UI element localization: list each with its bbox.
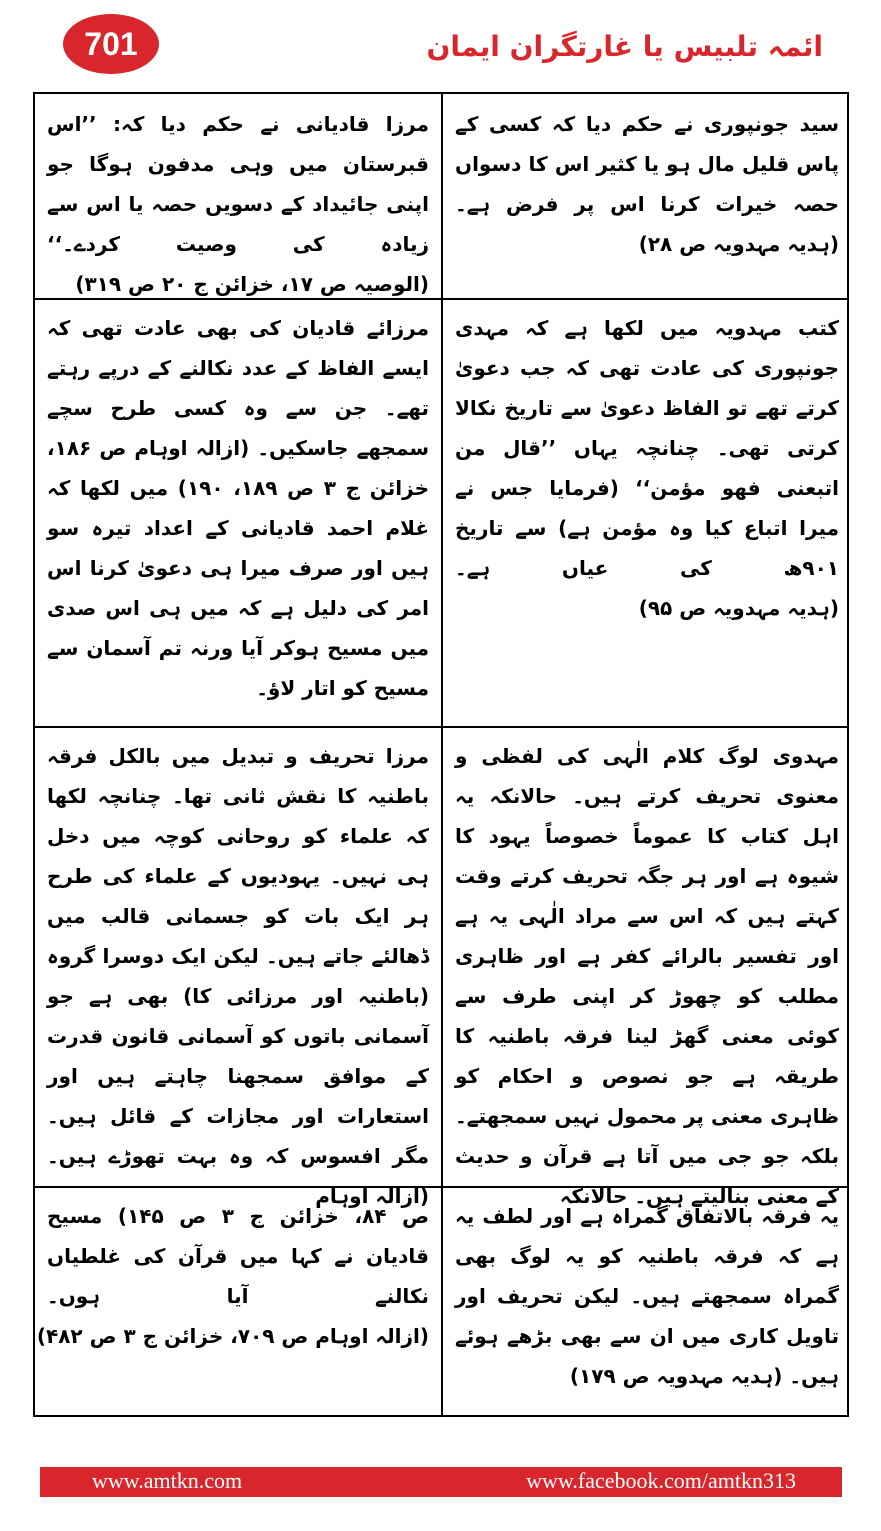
cell-text: یہ فرقہ بالاتفاق گمراہ ہے اور لطف یہ ہے کہ فرقہ باطنیہ کو یہ لوگ بھی گمراہ سمجھتے ہیں۔ لیکن تحریف اور تاویل کاری میں ان سے بھی بڑھے ہوئے ہیں۔ [455, 1204, 839, 1388]
page-number-badge [63, 14, 159, 74]
cell-reference: (ہدیہ مہدویہ ص ۲۸) [638, 232, 839, 256]
cell-row1-mahdavi [445, 96, 849, 298]
page-number: 701 [84, 25, 138, 62]
cell-text: مہدوی لوگ کلام الٰہی کی لفظی و معنوی تحریف کرتے ہیں۔ حالانکہ یہ اہل کتاب کا عموماً خصوصاً یہود کا شیوہ ہے اور ہر جگہ تحریف کرتے وقت کہتے ہیں کہ اس سے مراد الٰہی یہ ہے اور تفسیر بالرائے کفر ہے اور ظاہری مطلب کو چھوڑ کر اپنی طرف سے کوئی معنی گھڑ لینا فرقہ باطنیہ کا طریقہ ہے جو نصوص و احکام کو ظاہری معنی پر محمول نہیں سمجھتے۔ بلکہ جو جی میں آتا ہے قرآن و حدیث کے معنی بنالیتے ہیں۔ حالانکہ [455, 744, 839, 1208]
book-title: ائمہ تلبیس یا غارتگران ایمان [426, 30, 823, 63]
cell-reference: (الوصیہ ص ۱۷، خزائن ج ۲۰ ص ۳۱۹) [75, 272, 429, 296]
comparison-table [33, 92, 849, 1417]
cell-reference: (ہدیہ مہدویہ ص ۱۷۹) [569, 1364, 783, 1388]
cell-row1-qadiani [37, 96, 439, 298]
cell-reference: (ہدیہ مہدویہ ص ۹۵) [638, 596, 839, 620]
footer-bar [40, 1467, 842, 1497]
cell-text: سید جونپوری نے حکم دیا کہ کسی کے پاس قلیل مال ہو یا کثیر اس کا دسواں حصہ خیرات کرنا اس پر فرض ہے۔ [455, 112, 839, 216]
cell-text: مرزائے قادیان کی بھی عادت تھی کہ ایسے الفاظ کے عدد نکالنے کے درپے رہتے تھے۔ جن سے وہ کسی طرح سچے سمجھے جاسکیں۔ (ازالہ اوہام ص ۱۸۶، خزائن ج ۳ ص ۱۸۹، ۱۹۰) میں لکھا کہ غلام احمد قادیانی کے اعداد تیرہ سو ہیں اور صرف میرا ہی دعویٰ کرنا اس امر کی دلیل ہے کہ میں ہی اس صدی میں مسیح ہوکر آیا ورنہ تم آسمان سے مسیح کو اتار لاؤ۔ [47, 316, 430, 700]
cell-reference: (ازالہ اوہام ص ۷۰۹، خزائن ج ۳ ص ۴۸۲) [36, 1324, 429, 1348]
cell-text: مرزا قادیانی نے حکم دیا کہ: ’’اس قبرستان میں وہی مدفون ہوگا جو اپنی جائیداد کے دسویں حصہ یا اس سے زیادہ کی وصیت کردے۔‘‘ [47, 112, 429, 256]
cell-row2-qadiani [37, 300, 439, 726]
cell-row3-qadiani [37, 728, 439, 1208]
cell-row4-qadiani [37, 1188, 439, 1415]
cell-text: مرزا تحریف و تبدیل میں بالکل فرقہ باطنیہ کا نقش ثانی تھا۔ چنانچہ لکھا کہ علماء کو روحانی کوچہ میں دخل ہی نہیں۔ یہودیوں کے علماء کی طرح ہر ایک بات کو جسمانی قالب میں ڈھالئے جاتے ہیں۔ لیکن ایک دوسرا گروہ (باطنیہ اور مرزائی کا) بھی ہے جو آسمانی باتوں کو آسمانی قانون قدرت کے موافق سمجھنا چاہتے ہیں اور استعارات اور مجازات کے قائل ہیں۔ مگر افسوس کہ وہ بہت تھوڑے ہیں۔ (ازالہ اوہام [47, 744, 429, 1208]
cell-row2-mahdavi [445, 300, 849, 726]
facebook-link[interactable]: www.facebook.com/amtkn313 [526, 1468, 796, 1493]
website-link[interactable]: www.amtkn.com [92, 1468, 243, 1493]
cell-text: ص ۸۴، خزائن ج ۳ ص ۱۴۵) مسیح قادیان نے کہا میں قرآن کی غلطیاں نکالنے آیا ہوں۔ [47, 1204, 429, 1308]
cell-row3-mahdavi [445, 728, 849, 1208]
column-divider [441, 94, 443, 1415]
cell-text: کتب مہدویہ میں لکھا ہے کہ مہدی جونپوری کی عادت تھی کہ جب دعویٰ کرتے تھے تو الفاظ دعویٰ سے تاریخ نکالا کرتی تھی۔ چنانچہ یہاں ’’قال من اتبعنی فھو مؤمن‘‘ (فرمایا جس نے میرا اتباع کیا وہ مؤمن ہے) سے تاریخ ۹۰۱ھ کی عیاں ہے۔ [455, 316, 839, 580]
cell-row4-mahdavi [445, 1188, 849, 1415]
